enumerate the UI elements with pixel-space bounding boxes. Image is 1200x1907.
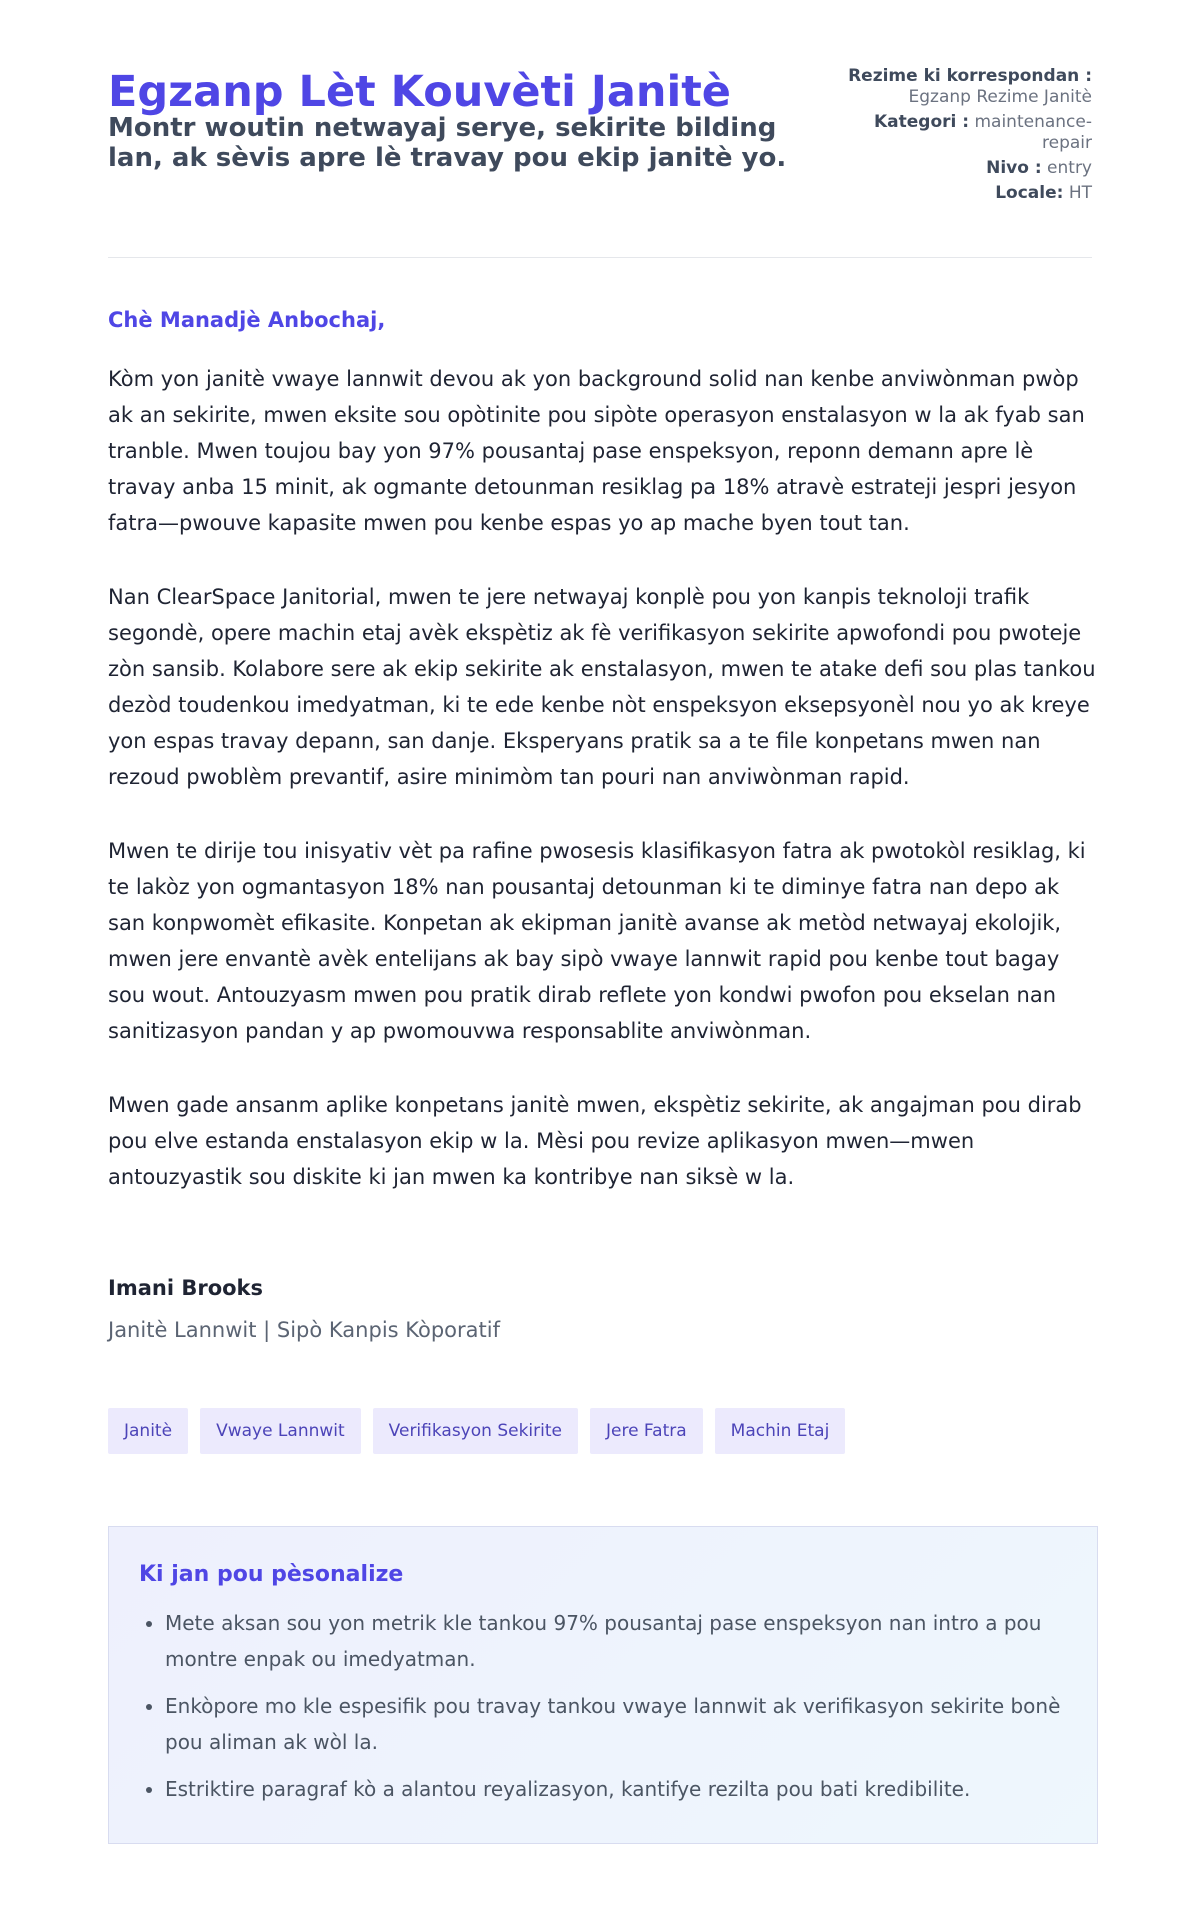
tag: Vwaye Lannwit	[200, 1408, 361, 1454]
meta-label: Nivo :	[986, 158, 1042, 178]
meta-panel	[842, 66, 1092, 208]
tag: Verifikasyon Sekirite	[373, 1408, 578, 1454]
meta-value: HT	[1068, 183, 1092, 203]
tag: Janitè	[108, 1408, 188, 1454]
tip-item: • Mete aksan sou yon metrik kle tankou 97% pousantaj pase enspeksyon nan intro a pou montre enpak ou imedyatman.	[165, 1605, 1067, 1677]
tips-list	[139, 1605, 1067, 1807]
tips-title: Ki jan pou pèsonalize	[139, 1562, 404, 1587]
meta-locale	[842, 183, 1092, 204]
page-subtitle: Montr woutin netwayaj serye, sekirite bilding lan, ak sèvis apre lè travay pou ekip janitè yo.	[108, 113, 787, 173]
body-paragraph: Mwen te dirije tou inisyativ vèt pa rafine pwosesis klasifikasyon fatra ak pwotokòl resiklag, ki te lakòz yon ogmantasyon 18% nan pousantaj detounman ki te diminye fatra nan depo ak san konpwomèt efikasite. Konpetan ak ekipman janitè avanse ak metòd netwayaj ekolojik, mwen jere envantè avèk entelijans ak bay sipò vwaye lannwit rapid pou kenbe tout bagay sou wout. Antouzyasm mwen pou pratik dirab reflete yon kondwi pwofon pou ekselan nan sanitizasyon pandan y ap pwomouvwa responsablite anviwònman.	[108, 839, 1086, 1043]
meta-value: entry	[1047, 158, 1092, 178]
letter-body	[108, 361, 1098, 1233]
meta-category	[842, 112, 1092, 154]
page-title: Egzanp Lèt Kouvèti Janitè	[108, 67, 731, 117]
meta-value: Egzanp Rezime Janitè	[908, 87, 1092, 107]
meta-value: maintenance-repair	[974, 112, 1092, 153]
customization-tips-box	[108, 1526, 1098, 1844]
meta-label: Kategori :	[874, 112, 970, 132]
salutation: Chè Manadjè Anbochaj,	[108, 308, 386, 332]
tag: Machin Etaj	[715, 1408, 846, 1454]
header	[108, 0, 1092, 258]
tag-list	[108, 1408, 845, 1454]
body-paragraph: Nan ClearSpace Janitorial, mwen te jere netwayaj konplè pou yon kanpis teknoloji trafik segondè, opere machin etaj avèk ekspètiz ak fè verifikasyon sekirite apwofondi pou pwoteje zòn sansib. Kolabore sere ak ekip sekirite ak enstalasyon, mwen te atake defi sou plas tankou dezòd toudenkou imedyatman, ki te ede kenbe nòt enspeksyon eksepsyonèl nou yo ak kreye yon espas travay depann, san danje. Eksperyans pratik sa a te file konpetans mwen nan rezoud pwoblèm prevantif, asire minimòm tan pouri nan anviwònman rapid.	[108, 585, 1096, 789]
body-paragraph: Mwen gade ansanm aplike konpetans janitè mwen, ekspètiz sekirite, ak angajman pou dirab pou elve estanda enstalasyon ekip w la. Mèsi pou revize aplikasyon mwen—mwen antouzyastik sou diskite ki jan mwen ka kontribye nan siksè w la.	[108, 1093, 1082, 1189]
signature-name: Imani Brooks	[108, 1276, 264, 1300]
meta-label: Rezime ki korrespondan :	[848, 66, 1092, 86]
body-paragraph: Kòm yon janitè vwaye lannwit devou ak yon background solid nan kenbe anviwònman pwòp ak an sekirite, mwen eksite sou opòtinite pou sipòte operasyon enstalasyon w la ak fyab san tranble. Mwen toujou bay yon 97% pousantaj pase enspeksyon, reponn demann apre lè travay anba 15 minit, ak ogmante detounman resiklag pa 18% atravè estrateji jespri jesyon fatra—pwouve kapasite mwen pou kenbe espas yo ap mache byen tout tan.	[108, 367, 1085, 535]
tip-item: • Estriktire paragraf kò a alantou reyalizasyon, kantifye rezilta pou bati kredibilite.	[165, 1771, 1067, 1807]
meta-related-resume	[842, 66, 1092, 108]
tip-item: • Enkòpore mo kle espesifik pou travay tankou vwaye lannwit ak verifikasyon sekirite bonè pou aliman ak wòl la.	[165, 1688, 1067, 1760]
meta-label: Locale:	[995, 183, 1064, 203]
tag: Jere Fatra	[590, 1408, 703, 1454]
signature-title: Janitè Lannwit | Sipò Kanpis Kòporatif	[108, 1318, 500, 1342]
meta-level	[842, 158, 1092, 179]
